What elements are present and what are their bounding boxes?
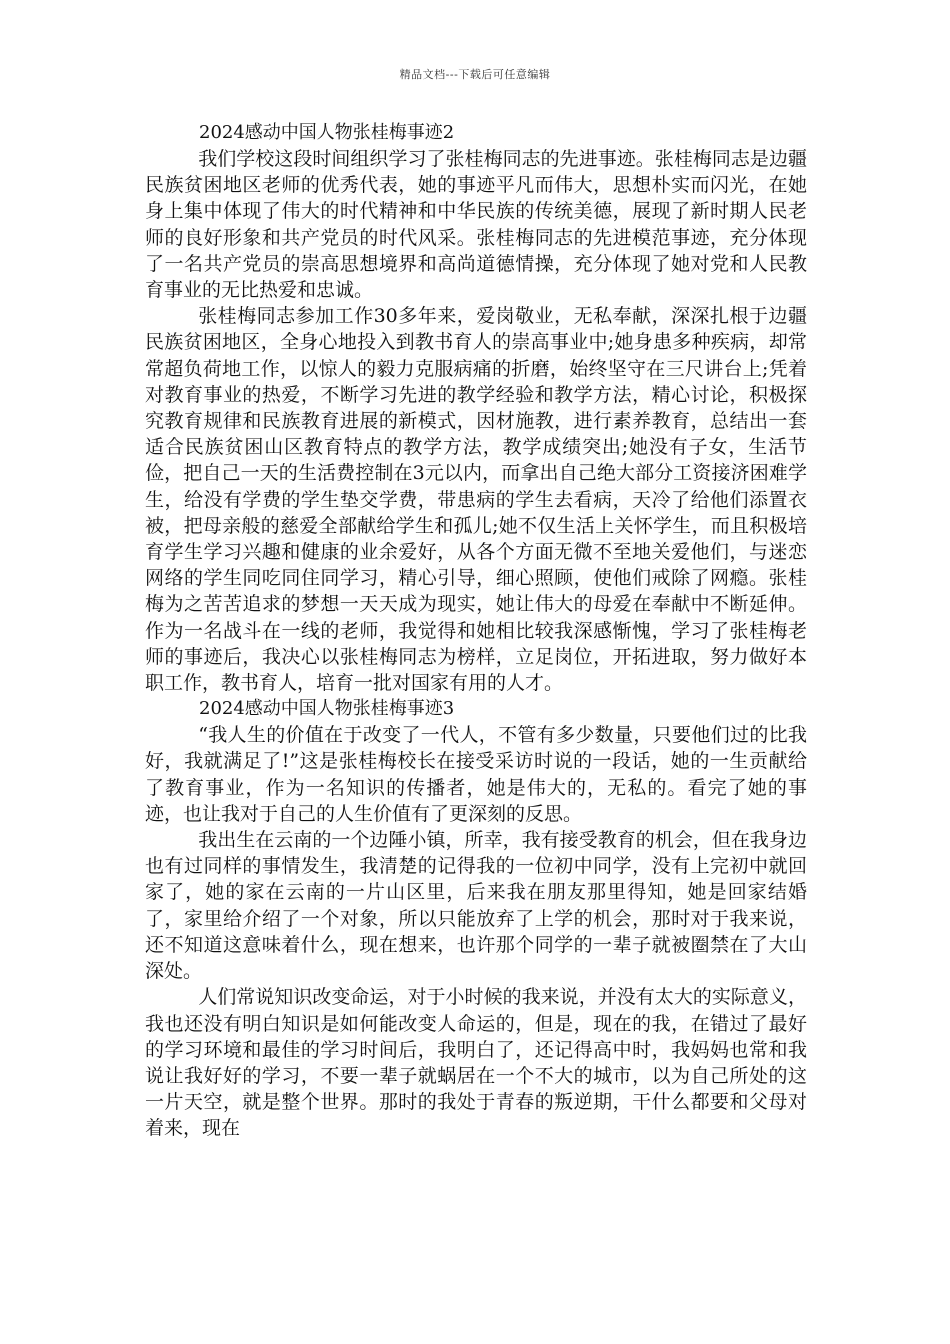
section-title: 2024感动中国人物张桂梅事迹3	[199, 698, 455, 720]
section-title: 2024感动中国人物张桂梅事迹2	[199, 122, 455, 143]
section-2	[145, 120, 807, 696]
paragraph: “我人生的价值在于改变了一代人，不管有多少数量，只要他们过的比我好，我就满足了!”这是张桂梅校长在接受采访时说的一段话，她的一生贡献给了教育事业，作为一名知识的传播者，她是伟大的，无私的。看完了她的事迹，也让我对于自己的人生价值有了更深刻的反思。	[145, 724, 807, 825]
paragraph: 人们常说知识改变命运，对于小时候的我来说，并没有太大的实际意义，我也还没有明白知识是如何能改变人命运的，但是，现在的我，在错过了最好的学习环境和最佳的学习时间后，我明白了，还记得高中时，我妈妈也常和我说让我好好的学习，不要一辈子就蜗居在一个不大的城市，以为自己所处的这一片天空，就是整个世界。那时的我处于青春的叛逆期，干什么都要和父母对着来，现在	[145, 986, 807, 1140]
document-body	[145, 120, 807, 1142]
paragraph: 我出生在云南的一个边陲小镇，所幸，我有接受教育的机会，但在我身边也有过同样的事情发生，我清楚的记得我的一位初中同学，没有上完初中就回家了，她的家在云南的一片山区里，后来我在朋友那里得知，她是回家结婚了，家里给介绍了一个对象，所以只能放弃了上学的机会，那时对于我来说，还不知道这意味着什么，现在想来，也许那个同学的一辈子就被圈禁在了大山深处。	[145, 829, 807, 983]
paragraph: 我们学校这段时间组织学习了张桂梅同志的先进事迹。张桂梅同志是边疆民族贫困地区老师的优秀代表，她的事迹平凡而伟大，思想朴实而闪光，在她身上集中体现了伟大的时代精神和中华民族的传统美德，展现了新时期人民老师的良好形象和共产党员的时代风采。张桂梅同志的先进模范事迹，充分体现了一名共产党员的崇高思想境界和高尚道德情操，充分体现了她对党和人民教育事业的无比热爱和忠诚。	[145, 148, 807, 302]
section-3	[145, 696, 807, 1141]
page-header: 精品文档---下载后可任意编辑	[399, 68, 551, 81]
paragraph: 张桂梅同志参加工作30多年来，爱岗敬业，无私奉献，深深扎根于边疆民族贫困地区，全身心地投入到教书育人的崇高事业中;她身患多种疾病，却常常超负荷地工作，以惊人的毅力克服病痛的折磨，始终坚守在三尺讲台上;凭着对教育事业的热爱，不断学习先进的教学经验和教学方法，精心讨论，积极探究教育规律和民族教育进展的新模式，因材施教，进行素养教育，总结出一套适合民族贫困山区教育特点的教学方法，教学成绩突出;她没有子女，生活节俭，把自己一天的生活费控制在3元以内，而拿出自己绝大部分工资接济困难学生，给没有学费的学生垫交学费，带患病的学生去看病，天冷了给他们添置衣被，把母亲般的慈爱全部献给学生和孤儿;她不仅生活上关怀学生，而且积极培育学生学习兴趣和健康的业余爱好，从各个方面无微不至地关爱他们，与迷恋网络的学生同吃同住同学习，精心引导，细心照顾，使他们戒除了网瘾。张桂梅为之苦苦追求的梦想一天天成为现实，她让伟大的母爱在奉献中不断延伸。作为一名战斗在一线的老师，我觉得和她相比较我深感惭愧，学习了张桂梅老师的事迹后，我决心以张桂梅同志为榜样，立足岗位，开拓进取，努力做好本职工作，教书育人，培育一批对国家有用的人才。	[145, 305, 807, 695]
